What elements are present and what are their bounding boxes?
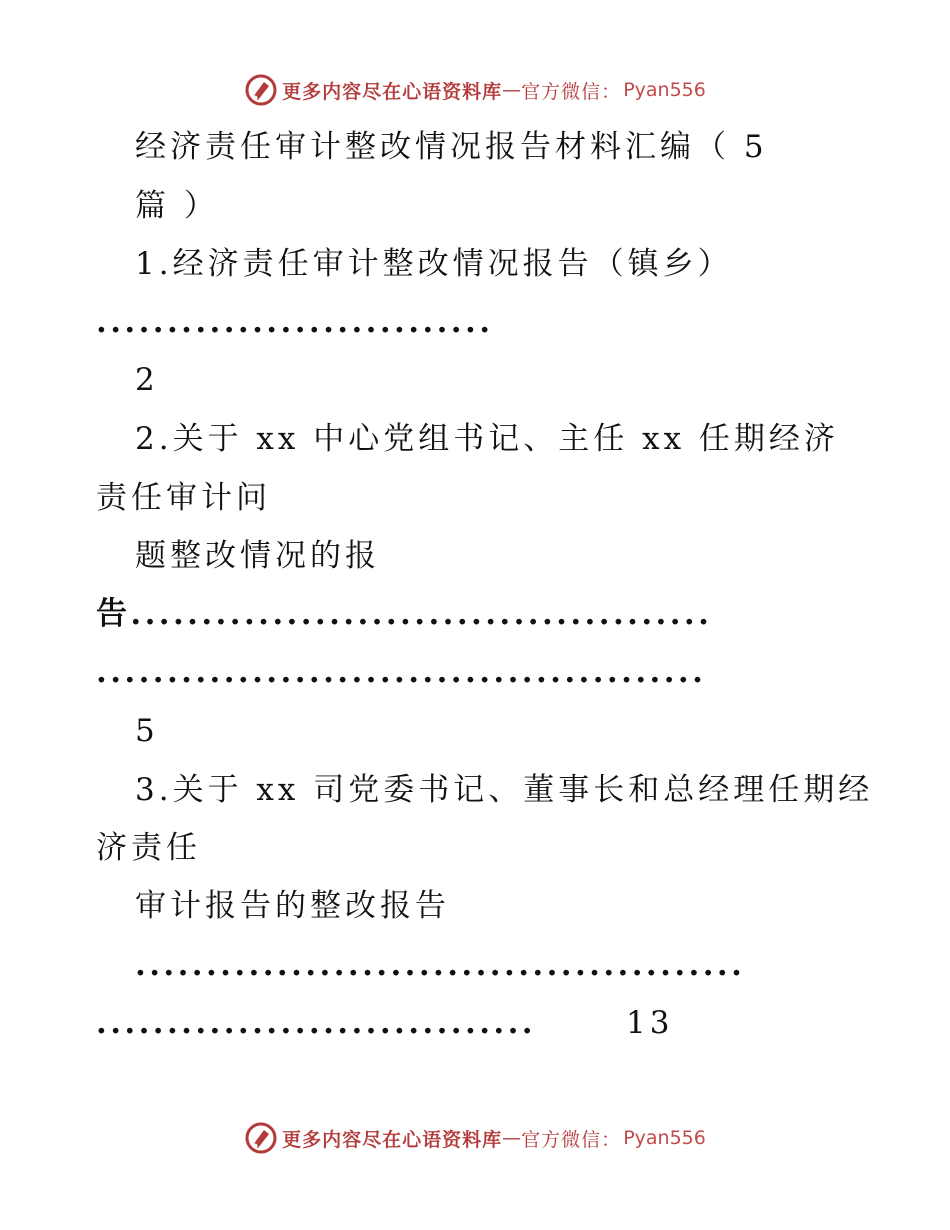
banner-separator: — xyxy=(502,79,522,101)
header-banner xyxy=(0,70,950,110)
toc-item-2-title-line-2: 责任审计问 xyxy=(96,480,271,516)
toc-item-3-leader-2: ............................... xyxy=(96,1005,536,1041)
banner-separator: — xyxy=(502,1127,522,1149)
doc-title-line-2: 篇 ） xyxy=(135,188,219,224)
toc-item-3-title-line-1: 3.关于 xx 司党委书记、董事长和总经理任期经 xyxy=(135,772,874,808)
doc-title-line-1: 经济责任审计整改情况报告材料汇编（ 5 xyxy=(135,129,768,165)
banner-wechat-id: Pyan556 xyxy=(623,1127,706,1149)
toc-item-1-leader: ............................ xyxy=(96,304,494,340)
banner-text: 更多内容尽在心语资料库 xyxy=(282,80,503,103)
footer-banner xyxy=(0,1118,950,1158)
toc-item-3-title-line-3: 审计报告的整改报告 xyxy=(135,888,450,924)
toc-item-1-page: 2 xyxy=(135,362,159,398)
toc-item-2-leader: ........................................... xyxy=(96,654,707,690)
toc-item-3-leader-1: ........................................... xyxy=(135,947,746,983)
toc-item-3-page: 13 xyxy=(626,1005,674,1041)
toc-item-2-title-line-1: 2.关于 xx 中心党组书记、主任 xx 任期经济 xyxy=(135,421,839,457)
banner-wechat-id: Pyan556 xyxy=(623,79,706,101)
toc-item-2-title-line-4: 告......................................... xyxy=(96,596,713,632)
toc-item-2-page: 5 xyxy=(135,713,159,749)
toc-item-3-title-line-2: 济责任 xyxy=(96,830,201,866)
brand-logo-icon xyxy=(244,1121,278,1155)
brand-logo-icon xyxy=(244,73,278,107)
banner-wechat-label: 官方微信： xyxy=(521,1128,622,1151)
toc-item-1-title: 1.经济责任审计整改情况报告（镇乡） xyxy=(135,246,733,282)
toc-item-2-title-line-3: 题整改情况的报 xyxy=(135,538,380,574)
banner-text: 更多内容尽在心语资料库 xyxy=(282,1128,503,1151)
banner-wechat-label: 官方微信： xyxy=(521,80,622,103)
